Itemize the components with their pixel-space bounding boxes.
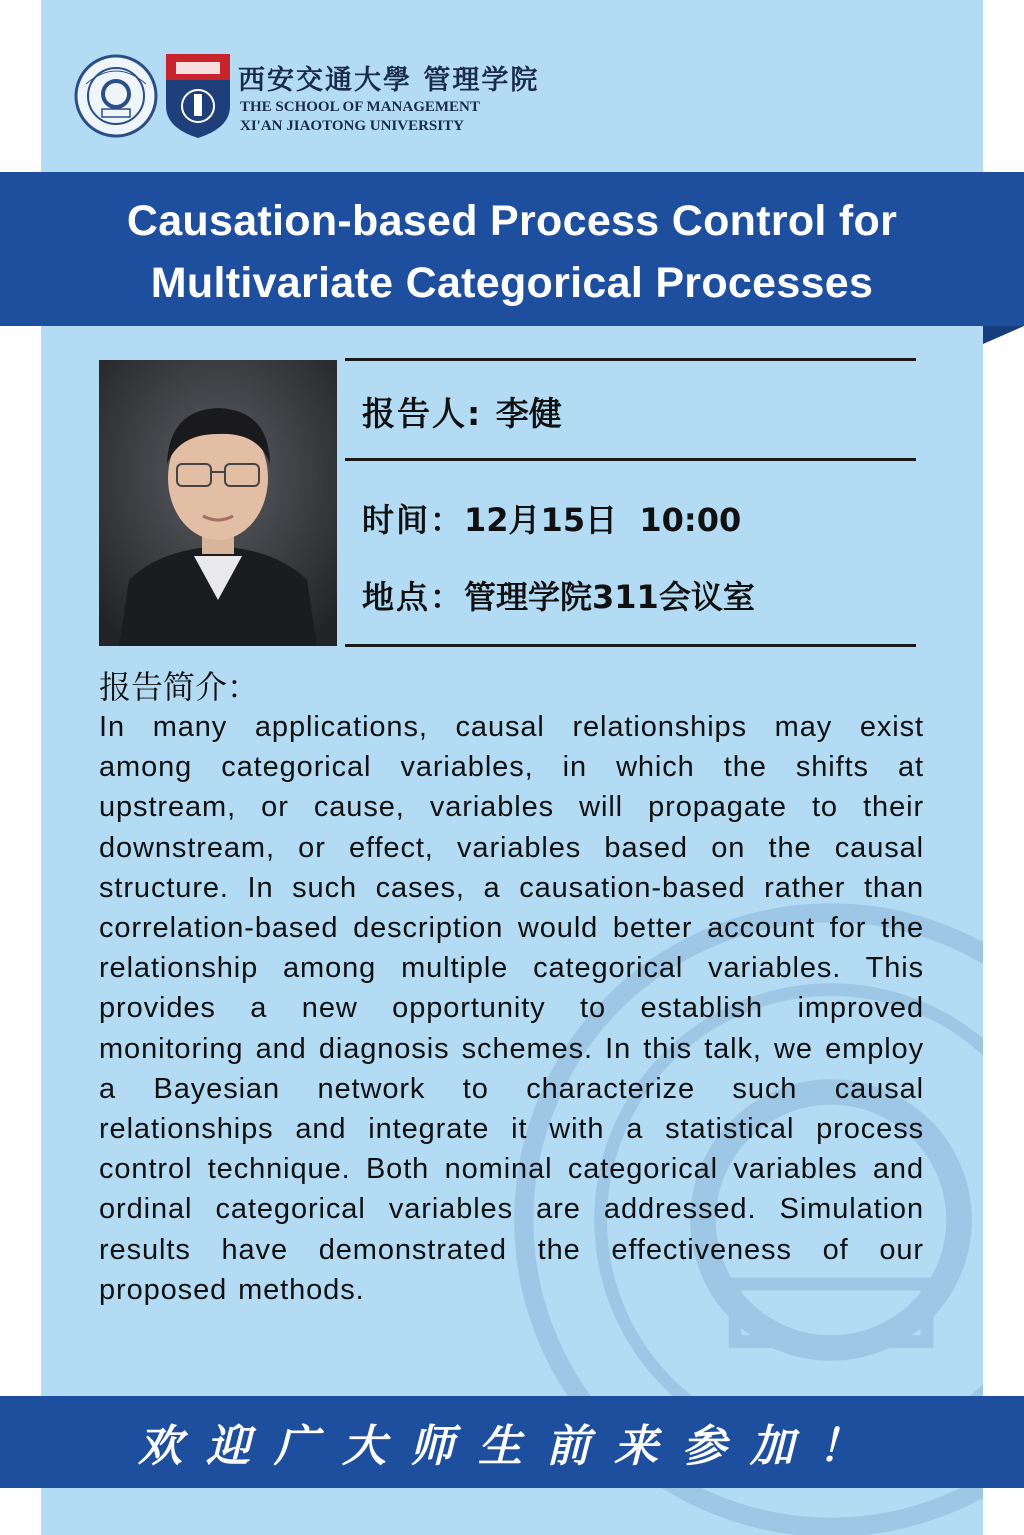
divider-bottom — [345, 644, 916, 647]
abstract-label: 报告简介： — [99, 668, 260, 706]
school-logo-group — [74, 54, 540, 140]
speaker-label: 报告人: — [362, 394, 496, 433]
time-value: 12月15日 10:00 — [464, 501, 742, 539]
speaker-name: 李健 — [495, 394, 562, 433]
time-line — [362, 495, 741, 541]
divider-middle — [345, 458, 916, 461]
venue-value: 管理学院311会议室 — [464, 578, 755, 616]
speaker-photo — [99, 360, 337, 646]
school-name-en-line1: THE SCHOOL OF MANAGEMENT — [240, 99, 480, 115]
divider-top — [345, 358, 916, 361]
university-seal-icon — [74, 54, 158, 138]
venue-label: 地点： — [362, 578, 465, 616]
abstract-text: In many applications, causal relationships may exist among categorical variables, in which the shifts at upstream, or cause, variables will propagate to their downstream, or effect, variables based on the causal structure. In such cases, a causation-based rather than correlation-based description would better account for the relationship among multiple categorical variables. This provides a new opportunity to establish improved monitoring and diagnosis schemes. In this talk, we employ a Bayesian network to characterize such causal relationships and integrate it with a statistical process control technique. Both nominal categorical variables and ordinal categorical variables are addressed. Simulation results have demonstrated the effectiveness of our proposed methods. — [99, 711, 924, 1306]
school-shield-icon — [166, 54, 230, 138]
school-name-cn: 西安交通大學 管理学院 — [238, 65, 540, 96]
time-label: 时间： — [362, 501, 465, 539]
talk-title — [0, 190, 1024, 314]
school-name-en — [240, 98, 480, 136]
talk-title-line1: Causation-based Process Control for — [126, 197, 898, 245]
venue-line — [362, 572, 755, 618]
title-band-fold — [983, 326, 1024, 344]
talk-title-line2: Multivariate Categorical Processes — [150, 259, 874, 307]
speaker-portrait-icon — [99, 360, 337, 646]
speaker-line — [362, 388, 562, 435]
welcome-message: 欢迎广大师生前来参加！ — [138, 1421, 886, 1472]
school-name-en-line2: XI'AN JIAOTONG UNIVERSITY — [240, 118, 464, 134]
